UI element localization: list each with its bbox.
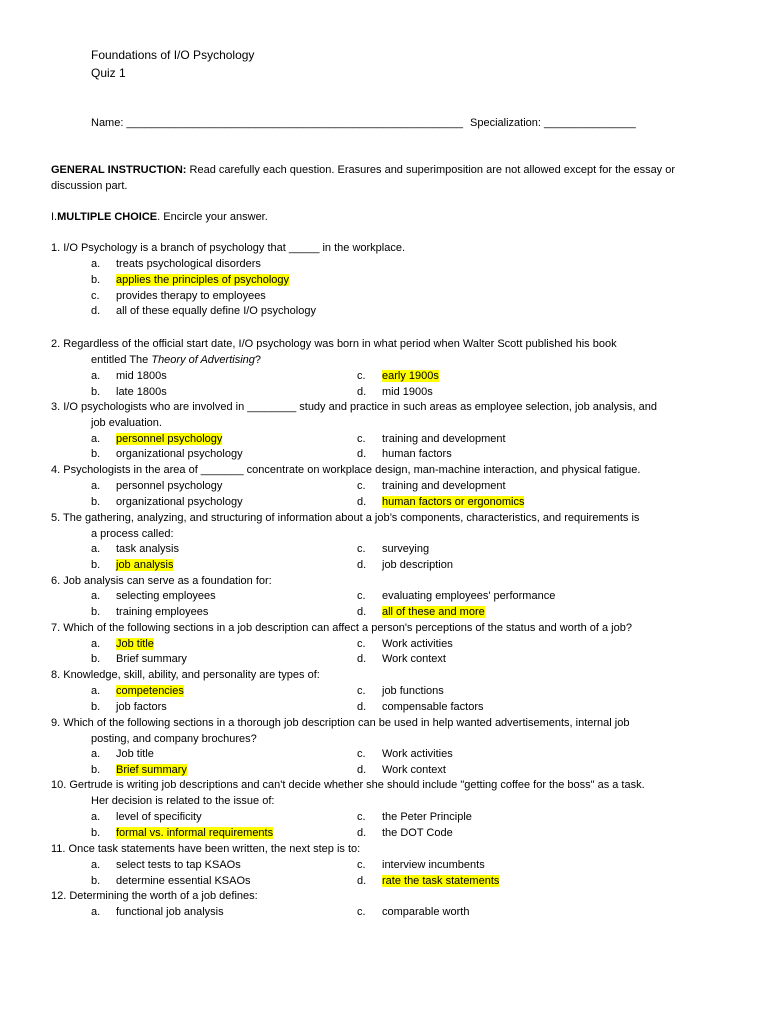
q1-option-b[interactable]: b. applies the principles of psychology [91,274,290,286]
quiz-title: Quiz 1 [91,66,126,80]
q11-option-a[interactable]: a. select tests to tap KSAOs [91,859,241,871]
q12-option-c[interactable]: c. comparable worth [357,906,470,918]
general-instruction-text: Read carefully each question. Erasures and superimposition are not allowed except for the essay or discussion part. [51,164,676,192]
general-instruction [51,162,691,194]
q4-option-b[interactable]: b. organizational psychology [91,496,243,508]
q11-option-d[interactable]: d. rate the task statements [357,875,500,887]
course-title: Foundations of I/O Psychology [91,48,255,62]
q6-option-d[interactable]: d. all of these and more [357,606,485,618]
q2-option-a[interactable]: a. mid 1800s [91,370,167,382]
answer-highlight: applies the principles of psychology [116,274,290,286]
q2-option-b[interactable]: b. late 1800s [91,386,167,398]
q2-option-d[interactable]: d. mid 1900s [357,386,433,398]
q1-option-d[interactable]: d. all of these equally define I/O psychology [91,305,316,317]
specialization-blank: _______________ [544,117,636,129]
question-1: 1. I/O Psychology is a branch of psychology that _____ in the workplace. [51,242,406,254]
q3-option-c[interactable]: c. training and development [357,433,506,445]
q10-option-d[interactable]: d. the DOT Code [357,827,453,839]
q8-option-c[interactable]: c. job functions [357,685,444,697]
section-prefix: I. [51,211,58,223]
q3-option-d[interactable]: d. human factors [357,448,452,460]
section-label: MULTIPLE CHOICE [57,211,158,223]
q4-option-a[interactable]: a. personnel psychology [91,480,223,492]
q9-option-b[interactable]: b. Brief summary [91,764,187,776]
question-6: 6. Job analysis can serve as a foundation for: [51,575,272,587]
name-label: Name: [91,117,124,129]
question-10: 10. Gertrude is writing job descriptions and can't decide whether she should include "getting coffee for the boss" as a task. Her decision is related to the issue of: [51,779,645,807]
question-4: 4. Psychologists in the area of _______ concentrate on workplace design, man-machine interaction, and physical fatigue. [51,464,641,476]
question-9: 9. Which of the following sections in a thorough job description can be used in help wanted advertisements, internal job posting, and company brochures? [51,717,630,745]
answer-highlight: all of these and more [382,606,485,618]
question-2: 2. Regardless of the official start date, I/O psychology was born in what period when Walter Scott published his book entitled The Theory of Advertising? [51,338,617,366]
question-3: 3. I/O psychologists who are involved in ________ study and practice in such areas as employee selection, job analysis, and job evaluation. [51,401,657,429]
specialization-label: Specialization: [470,117,541,129]
question-8: 8. Knowledge, skill, ability, and personality are types of: [51,669,320,681]
q8-option-a[interactable]: a. competencies [91,685,184,697]
answer-highlight: formal vs. informal requirements [116,827,274,839]
q3-option-b[interactable]: b. organizational psychology [91,448,243,460]
q4-option-d[interactable]: d. human factors or ergonomics [357,496,525,508]
section-text: . Encircle your answer. [157,211,268,223]
q8-option-b[interactable]: b. job factors [91,701,167,713]
name-line [91,117,636,129]
answer-highlight: personnel psychology [116,433,223,445]
q10-option-c[interactable]: c. the Peter Principle [357,811,472,823]
q11-option-b[interactable]: b. determine essential KSAOs [91,875,251,887]
question-7: 7. Which of the following sections in a job description can affect a person's perceptions of the status and worth of a job? [51,622,632,634]
section-heading [51,209,691,225]
q11-option-c[interactable]: c. interview incumbents [357,859,485,871]
q5-option-b[interactable]: b. job analysis [91,559,174,571]
question-5: 5. The gathering, analyzing, and structuring of information about a job’s components, characteristics, and requirements is a process called: [51,512,640,540]
q12-option-a[interactable]: a. functional job analysis [91,906,224,918]
question-11: 11. Once task statements have been written, the next step is to: [51,843,361,855]
q7-option-b[interactable]: b. Brief summary [91,653,187,665]
q6-option-a[interactable]: a. selecting employees [91,590,216,602]
answer-highlight: human factors or ergonomics [382,496,525,508]
name-blank: _______________________________________________________ [126,117,463,129]
q4-option-c[interactable]: c. training and development [357,480,506,492]
q1-option-a[interactable]: a. treats psychological disorders [91,258,261,270]
general-instruction-label: GENERAL INSTRUCTION: [51,164,187,176]
answer-highlight: Brief summary [116,764,187,776]
q9-option-a[interactable]: a. Job title [91,748,154,760]
answer-highlight: early 1900s [382,370,439,382]
q8-option-d[interactable]: d. compensable factors [357,701,484,713]
q9-option-c[interactable]: c. Work activities [357,748,453,760]
question-12: 12. Determining the worth of a job defines: [51,890,258,902]
q3-option-a[interactable]: a. personnel psychology [91,433,223,445]
q6-option-c[interactable]: c. evaluating employees' performance [357,590,556,602]
q5-option-d[interactable]: d. job description [357,559,453,571]
answer-highlight: rate the task statements [382,875,500,887]
q5-option-a[interactable]: a. task analysis [91,543,179,555]
q10-option-a[interactable]: a. level of specificity [91,811,202,823]
answer-highlight: Job title [116,638,154,650]
q2-option-c[interactable]: c. early 1900s [357,370,439,382]
q6-option-b[interactable]: b. training employees [91,606,209,618]
answer-highlight: job analysis [116,559,174,571]
answer-highlight: competencies [116,685,184,697]
q7-option-c[interactable]: c. Work activities [357,638,453,650]
q7-option-d[interactable]: d. Work context [357,653,446,665]
q9-option-d[interactable]: d. Work context [357,764,446,776]
q1-option-c[interactable]: c. provides therapy to employees [91,290,266,302]
q5-option-c[interactable]: c. surveying [357,543,430,555]
q7-option-a[interactable]: a. Job title [91,638,154,650]
q10-option-b[interactable]: b. formal vs. informal requirements [91,827,274,839]
